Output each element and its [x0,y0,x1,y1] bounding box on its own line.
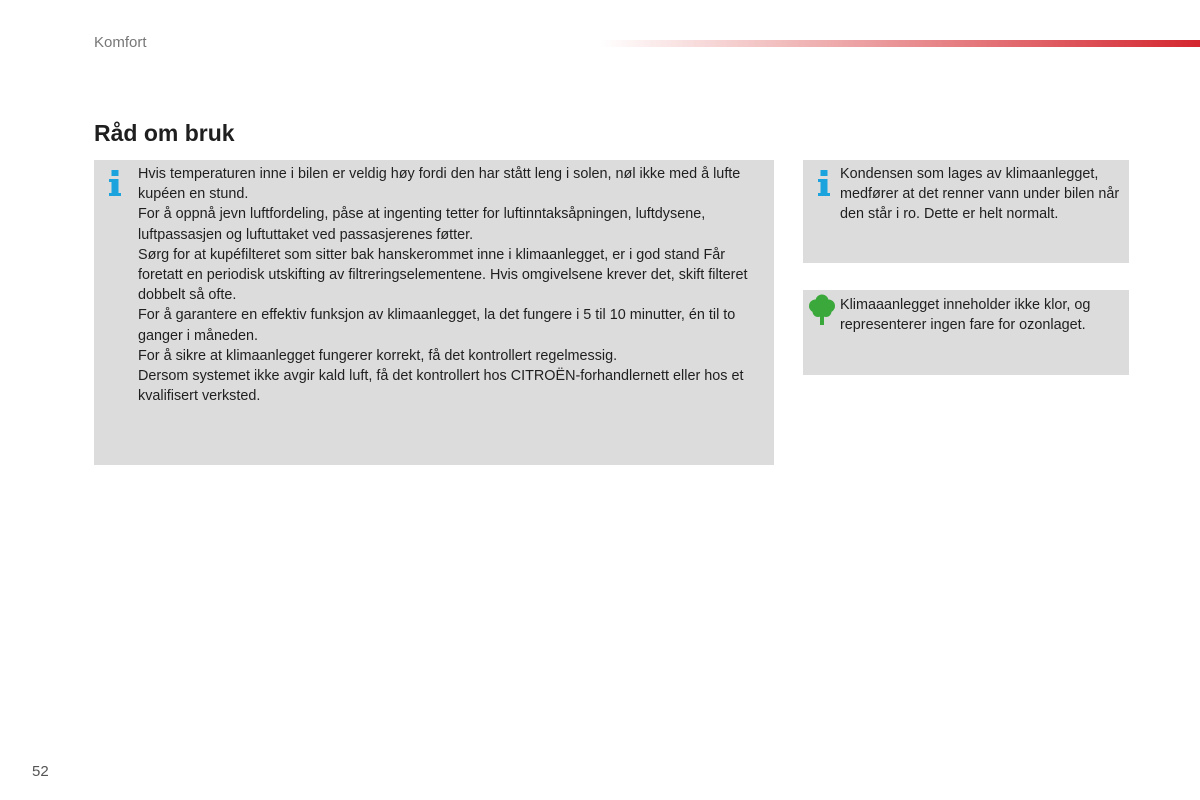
info-icon [106,170,124,196]
condensation-text: Kondensen som lages av klimaanlegget, medfører at det renner vann under bilen når den står i ro. Dette er helt normalt. [840,166,1120,223]
usage-tip-paragraph: For å garantere en effektiv funksjon av klimaanlegget, la det fungere i 5 til 10 minutter, én til to ganger i måneden. [138,307,736,344]
usage-tip-paragraph: For å sikre at klimaanlegget fungerer korrekt, få det kontrollert regelmessig. [138,347,618,364]
section-label: Komfort [94,34,147,51]
tree-icon [809,294,835,326]
usage-tip-paragraph: Dersom systemet ikke avgir kald luft, få det kontrollert hos CITROËN-forhandlernett eller hos et kvalifisert verksted. [138,368,744,405]
usage-tip-paragraph: Sørg for at kupéfilteret som sitter bak hanskerommet inne i klimaanlegget, er i god stand Får foretatt en periodisk utskifting av filtreringselementene. Hvis omgivelsene krever det, skift filteret dobbelt så ofte. [138,246,748,304]
usage-tips-text [138,164,768,406]
page-title: Råd om bruk [94,120,235,146]
info-box-usage-tips [94,160,774,465]
page-number: 52 [32,763,49,780]
info-icon [815,170,833,196]
eco-box-ozone [803,290,1129,375]
ozone-text: Klimaaanlegget inneholder ikke klor, og representerer ingen fare for ozonlaget. [840,297,1091,334]
usage-tip-paragraph: For å oppnå jevn luftfordeling, påse at ingenting tetter for luftinntaksåpningen, luftdysene, luftpassasjen og luftuttaket ved passasjerenes føtter. [138,206,706,243]
info-box-condensation [803,160,1129,263]
header-accent-bar [600,40,1200,47]
usage-tip-paragraph: Hvis temperaturen inne i bilen er veldig høy fordi den har stått leng i solen, nøl ikke med å lufte kupéen en stund. [138,166,741,203]
